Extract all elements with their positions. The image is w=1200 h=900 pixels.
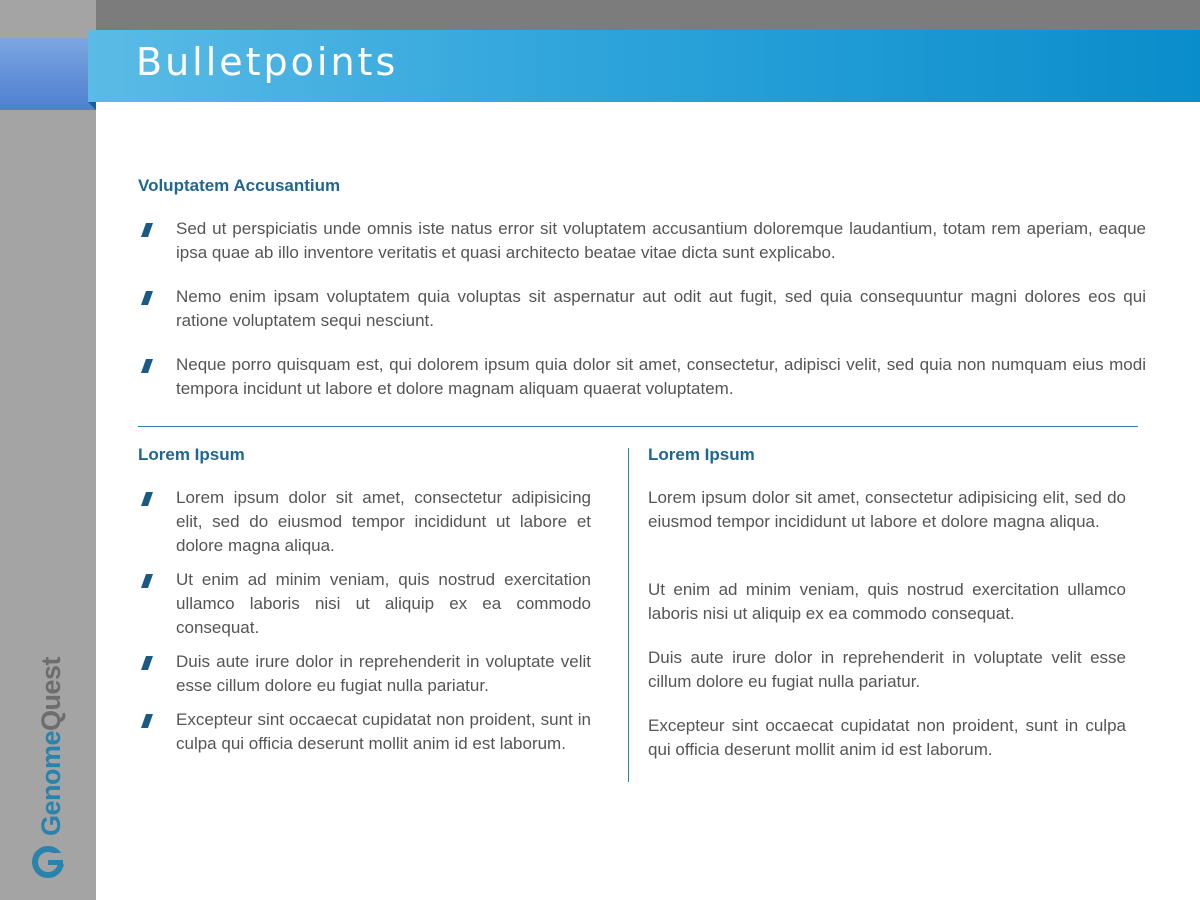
list-item [138, 486, 591, 558]
bullet-text: Nemo enim ipsam voluptatem quia voluptas sit aspernatur aut odit aut fugit, sed quia consequuntur magni dolores eos qui ratione voluptatem sequi nesciunt. [176, 287, 1146, 330]
bullet-icon [138, 650, 176, 698]
horizontal-divider [138, 426, 1138, 427]
section-heading: Voluptatem Accusantium [138, 176, 341, 195]
bullet-text: Neque porro quisquam est, qui dolorem ipsum quia dolor sit amet, consectetur, adipisci velit, sed quia non numquam eius modi tempora incidunt ut labore et dolore magnam aliquam quaerat voluptatem. [176, 355, 1146, 398]
banner-fold [88, 102, 96, 110]
bullet-text: Excepteur sint occaecat cupidatat non proident, sunt in culpa qui officia deserunt mollit anim id est laborum. [176, 710, 591, 753]
bullet-icon [138, 708, 176, 756]
bullet-text: Lorem ipsum dolor sit amet, consectetur adipisicing elit, sed do eiusmod tempor incididunt ut labore et dolore magna aliqua. [176, 488, 591, 555]
bullet-icon [138, 568, 176, 640]
bullet-icon [138, 285, 176, 333]
list-item [138, 708, 591, 756]
genomequest-logo [30, 650, 66, 880]
paragraph: Excepteur sint occaecat cupidatat non proident, sunt in culpa qui officia deserunt mollit anim id est laborum. [648, 716, 1126, 759]
right-column-heading: Lorem Ipsum [648, 445, 755, 464]
vertical-divider [628, 448, 629, 782]
bullet-icon [138, 486, 176, 558]
svg-text:GenomeQuest [36, 656, 66, 836]
bullet-text: Ut enim ad minim veniam, quis nostrud exercitation ullamco laboris nisi ut aliquip ex ea commodo consequat. [176, 570, 591, 637]
brand-name-quest: Quest [36, 656, 66, 731]
list-item [138, 285, 1146, 333]
accent-tab [0, 38, 96, 110]
list-item [138, 353, 1146, 401]
list-item [138, 568, 591, 640]
slide-title: Bulletpoints [136, 40, 399, 84]
bullet-text: Duis aute irure dolor in reprehenderit in voluptate velit esse cillum dolore eu fugiat nulla pariatur. [176, 652, 591, 695]
paragraph: Lorem ipsum dolor sit amet, consectetur adipisicing elit, sed do eiusmod tempor incididunt ut labore et dolore magna aliqua. [648, 488, 1126, 531]
bullet-icon [138, 353, 176, 401]
bullet-text: Sed ut perspiciatis unde omnis iste natus error sit voluptatem accusantium doloremque laudantium, totam rem aperiam, eaque ipsa quae ab illo inventore veritatis et quasi architecto beatae vitae dicta sunt explicabo. [176, 219, 1146, 262]
list-item [138, 217, 1146, 265]
brand-name-genome: Genome [36, 730, 66, 836]
title-banner [88, 30, 1200, 102]
paragraph: Duis aute irure dolor in reprehenderit in voluptate velit esse cillum dolore eu fugiat nulla pariatur. [648, 648, 1126, 691]
genomequest-logo-icon [35, 849, 66, 875]
bullet-icon [138, 217, 176, 265]
paragraph: Ut enim ad minim veniam, quis nostrud exercitation ullamco laboris nisi ut aliquip ex ea commodo consequat. [648, 580, 1126, 623]
list-item [138, 650, 591, 698]
top-bar [96, 0, 1200, 30]
left-column-heading: Lorem Ipsum [138, 445, 245, 464]
